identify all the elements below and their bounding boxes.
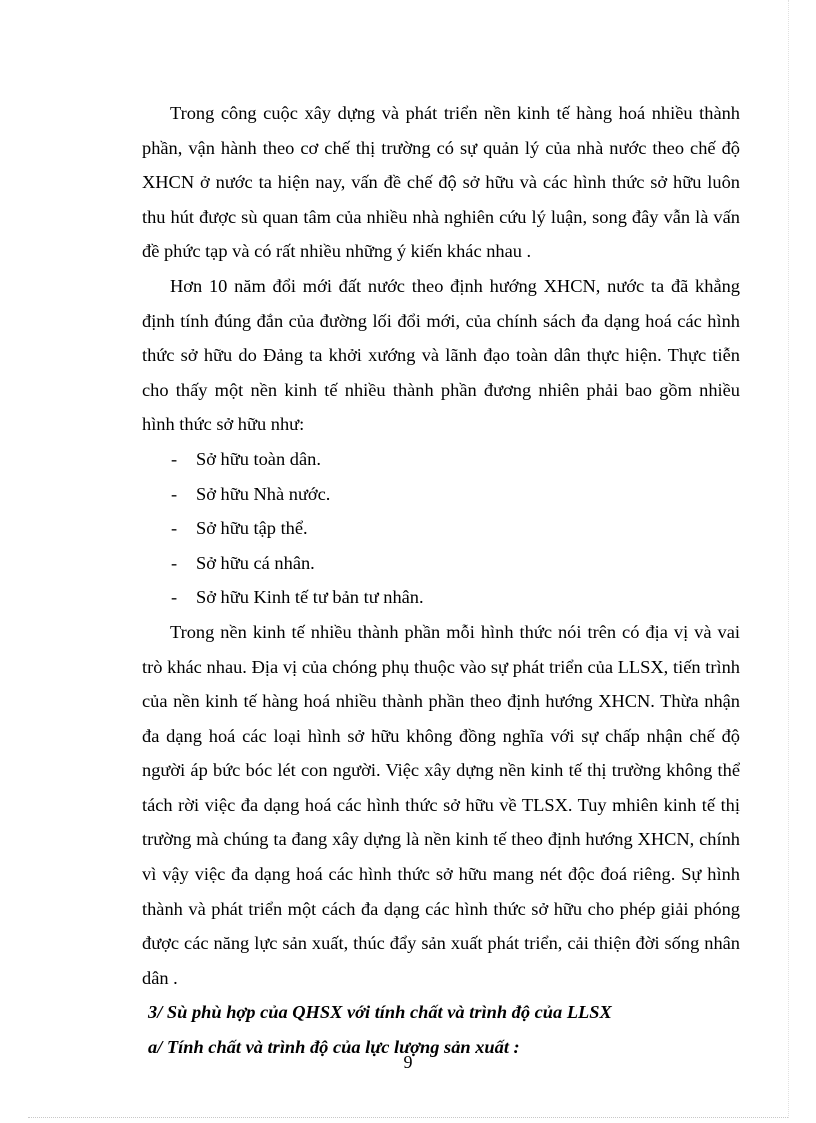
list-item-text: Sở hữu cá nhân. — [196, 552, 315, 573]
bullet-dash: - — [171, 518, 178, 539]
page-number: 9 — [403, 1052, 413, 1072]
paragraph-2: Hơn 10 năm đổi mới đất nước theo định hướng XHCN, nước ta đã khẳng định tính đúng đắn của đường lối đổi mới, của chính sách đa dạng hoá các hình thức sở hữu do Đảng ta khởi xướng và lãnh đạo toàn dân thực hiện. Thực tiễn cho thấy một nền kinh tế nhiều thành phần đương nhiên phải bao gồm nhiều hình thức sở hữu như: — [142, 275, 740, 435]
section-heading: 3/ Sù phù hợp của QHSX với tính chất và trình độ của LLSX — [148, 1002, 612, 1023]
page-bottom-border — [28, 1117, 788, 1118]
list-item — [142, 477, 740, 512]
list-item — [142, 442, 740, 477]
list-item — [142, 580, 740, 615]
list-item-text: Sở hữu tập thể. — [196, 518, 308, 539]
list-item-text: Sở hữu toàn dân. — [196, 448, 321, 469]
page-right-border — [788, 0, 789, 1118]
page-body — [142, 96, 740, 1065]
bullet-dash: - — [171, 483, 178, 504]
bullet-dash: - — [171, 448, 178, 469]
list-item-text: Sở hữu Nhà nước. — [196, 483, 331, 504]
paragraph-1: Trong công cuộc xây dựng và phát triển nền kinh tế hàng hoá nhiều thành phần, vận hành theo cơ chế thị trường có sự quản lý của nhà nước theo chế độ XHCN ở nước ta hiện nay, vấn đề chế độ sở hữu và các hình thức sở hữu luôn thu hút được sù quan tâm của nhiều nhà nghiên cứu lý luận, song đây vẫn là vấn đề phức tạp và có rất nhiều những ý kiến khác nhau . — [142, 103, 740, 262]
list-item-text: Sở hữu Kinh tế tư bản tư nhân. — [196, 587, 424, 608]
bullet-dash: - — [171, 552, 178, 573]
list-item — [142, 511, 740, 546]
subsection-heading: a/ Tính chất và trình độ của lực lượng sản xuất : — [148, 1037, 520, 1058]
list-item — [142, 546, 740, 581]
ownership-forms-list — [142, 442, 740, 615]
paragraph-3: Trong nền kinh tế nhiều thành phần mỗi hình thức nói trên có địa vị và vai trò khác nhau. Địa vị của chóng phụ thuộc vào sự phát triển của LLSX, tiến trình của nền kinh tế hàng hoá nhiều thành phần theo định hướng XHCN. Thừa nhận đa dạng hoá các loại hình sở hữu không đồng nghĩa với sự chấp nhận chế độ người áp bức bóc lét con người. Việc xây dựng nền kinh tế thị trường không thể tách rời việc đa dạng hoá các hình thức sở hữu về TLSX. Tuy mhiên kinh tế thị trường mà chúng ta đang xây dựng là nền kinh tế theo định hướng XHCN, chính vì vậy việc đa dạng hoá các hình thức sở hữu mang nét độc đoá riêng. Sự hình thành và phát triển một cách đa dạng các hình thức sở hữu cho phép giải phóng được các năng lực sản xuất, thúc đẩy sản xuất phát triển, cải thiện đời sống nhân dân . — [142, 621, 740, 988]
bullet-dash: - — [171, 587, 178, 608]
